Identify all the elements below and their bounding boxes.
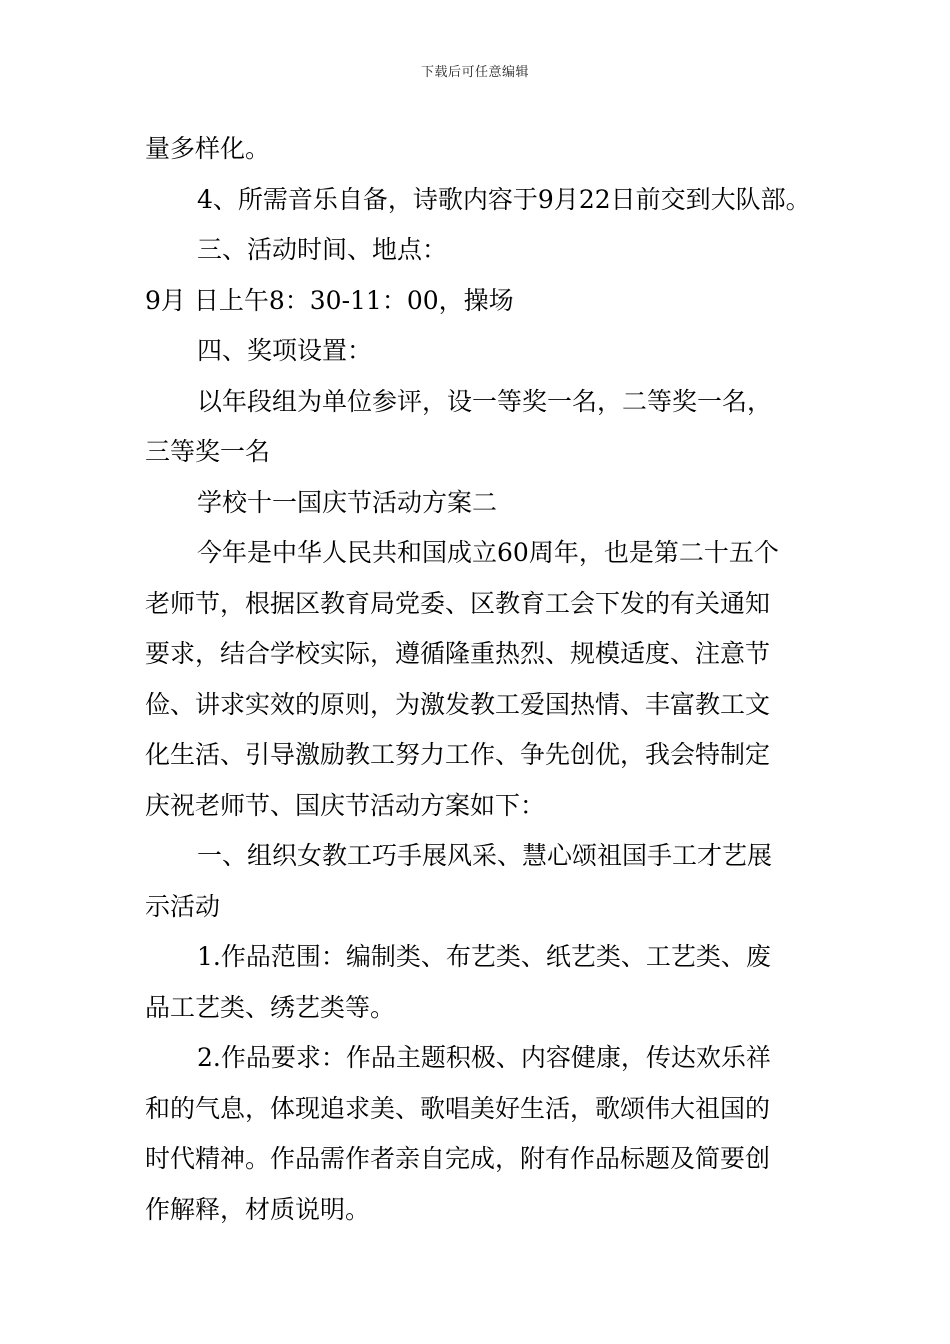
section-heading: 一、组织女教工巧手展风采、慧心颂祖国手工才艺展: [197, 841, 773, 870]
list-item: 2.作品要求：作品主题积极、内容健康，传达欢乐祥: [197, 1043, 771, 1072]
paragraph-line: 品工艺类、绣艺类等。: [145, 992, 396, 1022]
section-heading: 三、活动时间、地点：: [197, 235, 448, 264]
paragraph-line: 作解释，材质说明。: [145, 1194, 371, 1224]
paragraph-line: 要求，结合学校实际，遵循隆重热烈、规模适度、注意节: [145, 639, 771, 668]
paragraph-line: 量多样化。: [145, 134, 271, 163]
paragraph-line: 庆祝老师节、国庆节活动方案如下：: [145, 790, 546, 820]
paragraph-line: 今年是中华人民共和国成立60周年，也是第二十五个: [197, 538, 779, 567]
document-body: [145, 124, 815, 1235]
paragraph-line: 俭、讲求实效的原则，为激发教工爱国热情、丰富教工文: [145, 689, 771, 719]
page-header: 下载后可任意编辑: [420, 65, 529, 80]
list-item: 1.作品范围：编制类、布艺类、纸艺类、工艺类、废: [197, 942, 771, 971]
paragraph-line: 以年段组为单位参评，设一等奖一名，二等奖一名，: [197, 386, 773, 416]
paragraph-line: 老师节，根据区教育局党委、区教育工会下发的有关通知: [145, 588, 771, 618]
paragraph-line: 9月 日上午8：30-11：00，操场: [145, 285, 514, 315]
paragraph-line: 示活动: [145, 891, 221, 921]
paragraph-line: 化生活、引导激励教工努力工作、争先创优，我会特制定: [145, 740, 771, 769]
document-subtitle: 学校十一国庆节活动方案二: [197, 487, 498, 517]
paragraph-line: 和的气息，体现追求美、歌唱美好生活，歌颂伟大祖国的: [145, 1093, 771, 1123]
section-heading: 四、奖项设置：: [197, 336, 373, 365]
paragraph-line: 4、所需音乐自备，诗歌内容于9月22日前交到大队部。: [197, 184, 811, 214]
paragraph-line: 三等奖一名: [145, 437, 271, 466]
paragraph-line: 时代精神。作品需作者亲自完成，附有作品标题及简要创: [145, 1144, 771, 1173]
